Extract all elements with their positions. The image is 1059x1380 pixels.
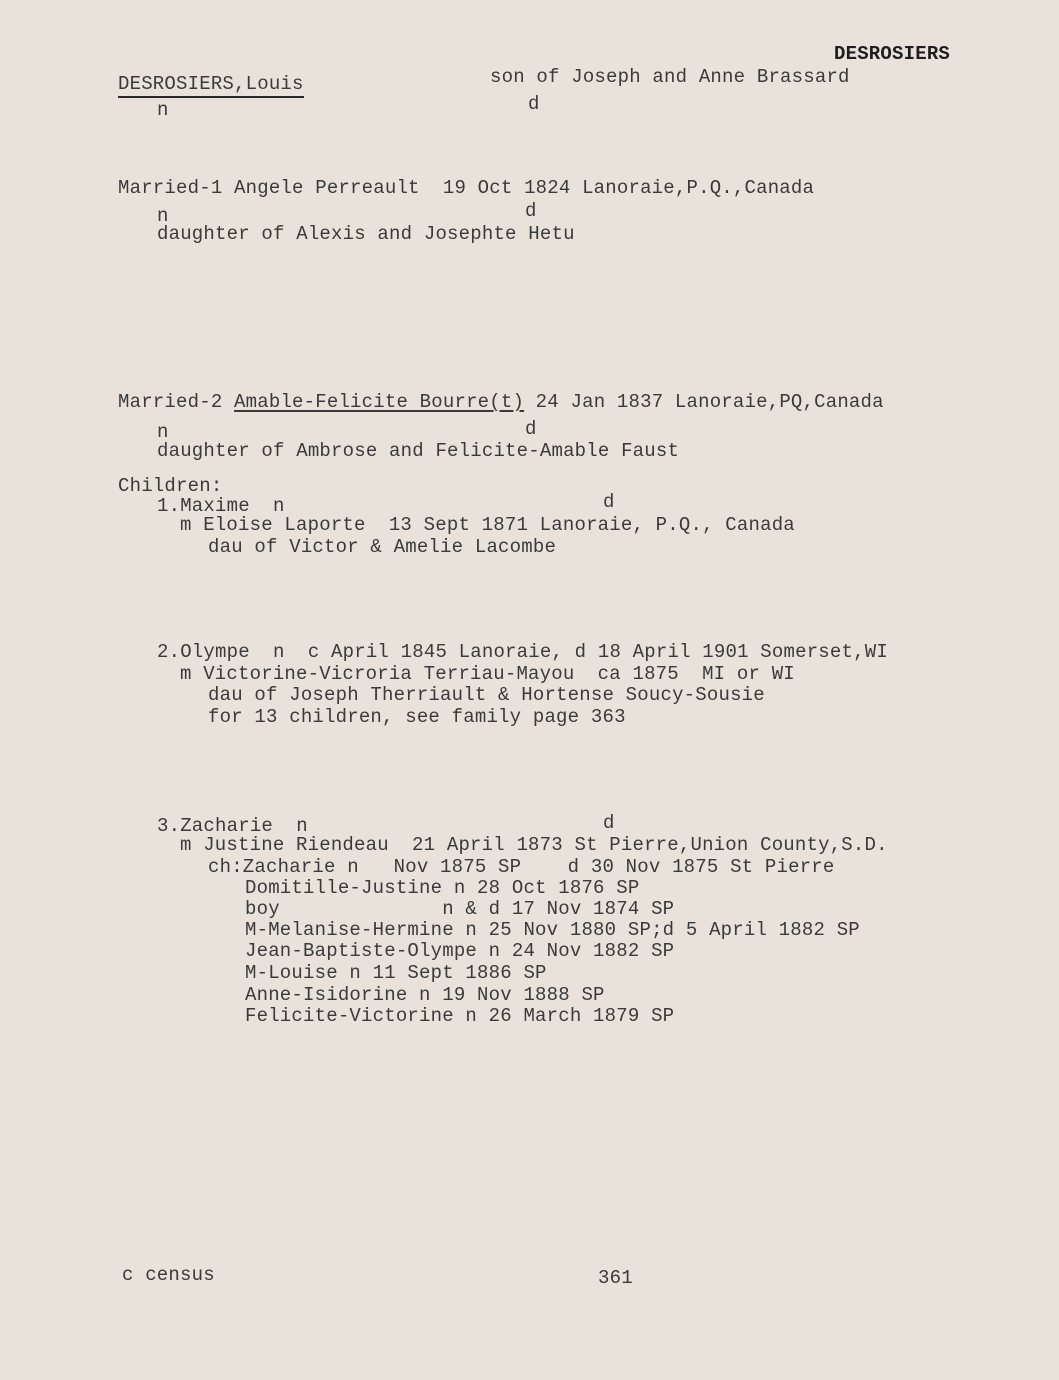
marriage1-parents: daughter of Alexis and Josephte Hetu (157, 223, 575, 245)
grandchild-entry: Felicite-Victorine n 26 March 1879 SP (245, 1005, 675, 1027)
marriage2-death-label: d (525, 418, 537, 440)
child3-marriage: m Justine Riendeau 21 April 1873 St Pierre,Union County,S.D. (180, 834, 888, 856)
child2-note: for 13 children, see family page 363 (208, 706, 626, 728)
grandchild-entry: Jean-Baptiste-Olympe n 24 Nov 1882 SP (245, 940, 675, 962)
subject-parents: son of Joseph and Anne Brassard (490, 66, 850, 88)
child1-spouse-parents: dau of Victor & Amelie Lacombe (208, 536, 557, 558)
marriage2-prefix: Married-2 (118, 391, 235, 413)
subject-death-label: d (528, 93, 540, 115)
child3-children-line: ch:Zacharie n Nov 1875 SP d 30 Nov 1875 St Pierre (208, 856, 835, 878)
marriage2-spouse: Amable-Felicite Bourre(t) (234, 391, 525, 413)
child2-marriage: m Victorine-Vicroria Terriau-Mayou ca 1875 MI or WI (180, 663, 795, 685)
page-surname-heading: DESROSIERS (834, 43, 951, 65)
child1-name: 1.Maxime n (157, 495, 285, 517)
child1-death-label: d (603, 491, 615, 513)
marriage2-birth-label: n (157, 421, 169, 443)
child3-death-label: d (603, 812, 615, 834)
marriage2-parents: daughter of Ambrose and Felicite-Amable Faust (157, 440, 680, 462)
grandchild-entry: Domitille-Justine n 28 Oct 1876 SP (245, 877, 640, 899)
grandchild-entry: Anne-Isidorine n 19 Nov 1888 SP (245, 984, 605, 1006)
marriage2-line (118, 391, 884, 413)
marriage2-details: 24 Jan 1837 Lanoraie,PQ,Canada (524, 391, 884, 413)
marriage1-birth-label: n (157, 205, 169, 227)
subject-name-text: DESROSIERS,Louis (118, 73, 304, 98)
marriage1-line: Married-1 Angele Perreault 19 Oct 1824 Lanoraie,P.Q.,Canada (118, 177, 815, 199)
grandchild-entry: M-Louise n 11 Sept 1886 SP (245, 962, 547, 984)
subject-name (118, 73, 304, 95)
child3-name: 3.Zacharie n (157, 815, 308, 837)
marriage1-death-label: d (525, 200, 537, 222)
grandchild-entry: boy n & d 17 Nov 1874 SP (245, 898, 675, 920)
children-heading: Children: (118, 475, 223, 497)
page-number: 361 (598, 1267, 633, 1289)
grandchild-entry: M-Melanise-Hermine n 25 Nov 1880 SP;d 5 April 1882 SP (245, 919, 860, 941)
child2-name: 2.Olympe n c April 1845 Lanoraie, d 18 April 1901 Somerset,WI (157, 641, 888, 663)
child1-marriage: m Eloise Laporte 13 Sept 1871 Lanoraie, P.Q., Canada (180, 514, 795, 536)
footer-census-note: c census (122, 1264, 215, 1286)
subject-birth-label: n (157, 99, 169, 121)
child2-spouse-parents: dau of Joseph Therriault & Hortense Soucy-Sousie (208, 684, 765, 706)
